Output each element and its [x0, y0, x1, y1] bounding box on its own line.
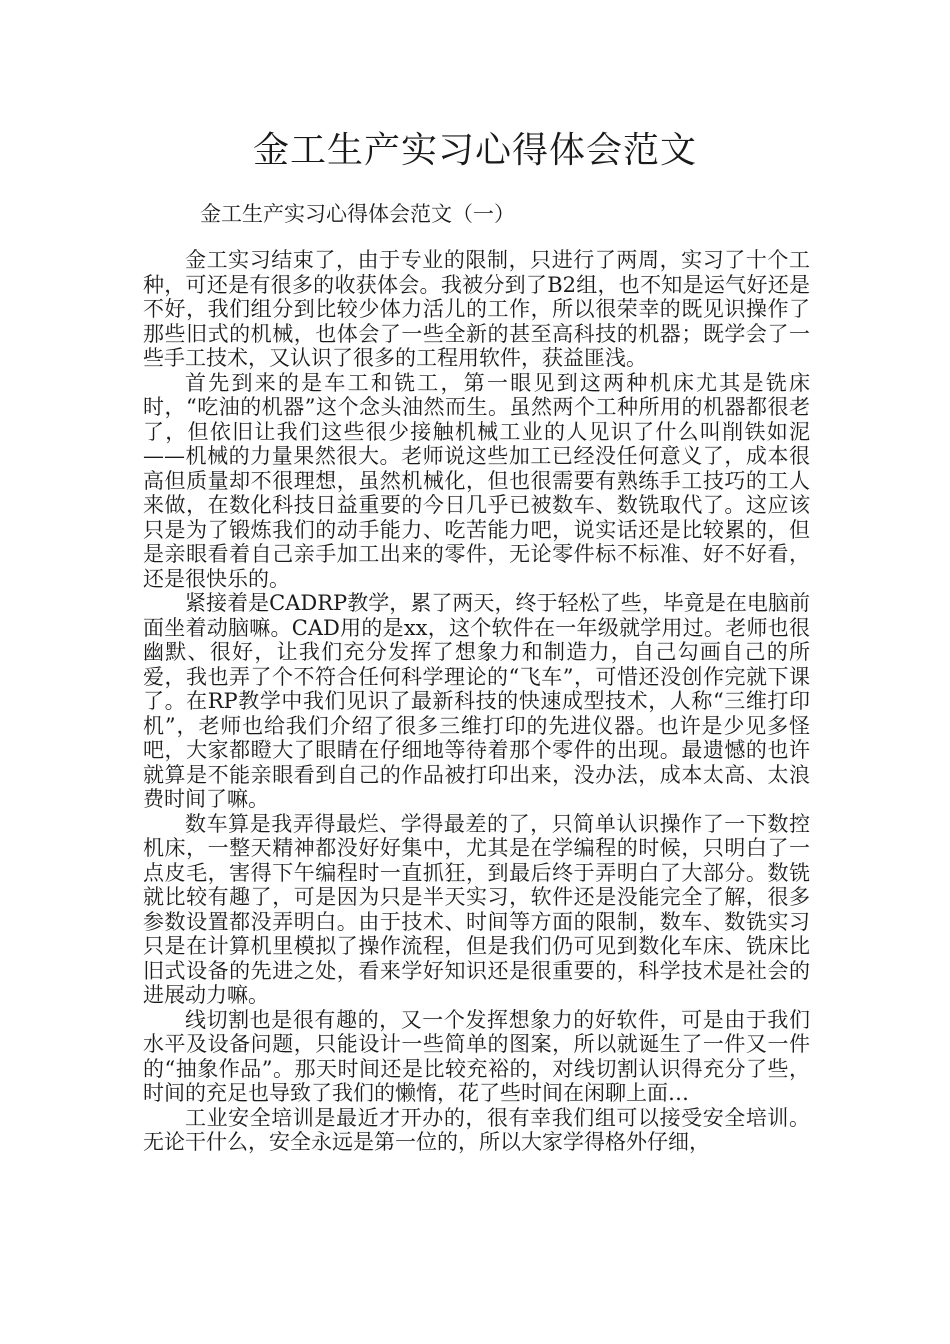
paragraph: 工业安全培训是最近才开办的，很有幸我们组可以接受安全培训。无论干什么，安全永远是第一位的，所以大家学得格外仔细， — [143, 1105, 810, 1154]
document-body — [143, 248, 810, 1155]
paragraph: 金工实习结束了，由于专业的限制，只进行了两周，实习了十个工种，可还是有很多的收获体会。我被分到了B2组，也不知是运气好还是不好，我们组分到比较少体力活儿的工作，所以很荣幸的既见识操作了那些旧式的机械，也体会了一些全新的甚至高科技的机器；既学会了一些手工技术，又认识了很多的工程用软件，获益匪浅。 — [143, 248, 810, 370]
document-title: 金工生产实习心得体会范文 — [252, 130, 697, 171]
paragraph: 首先到来的是车工和铣工，第一眼见到这两种机床尤其是铣床时，“吃油的机器”这个念头油然而生。虽然两个工种所用的机器都很老了，但依旧让我们这些很少接触机械工业的人见识了什么叫削铁如泥——机械的力量果然很大。老师说这些加工已经没任何意义了，成本很高但质量却不很理想，虽然机械化，但也很需要有熟练手工技巧的工人来做，在数化科技日益重要的今日几乎已被数车、数铣取代了。这应该只是为了锻炼我们的动手能力、吃苦能力吧，说实话还是比较累的，但是亲眼看着自己亲手加工出来的零件，无论零件标不标准、好不好看，还是很快乐的。 — [143, 370, 810, 591]
document-subtitle: 金工生产实习心得体会范文（一） — [200, 202, 515, 226]
paragraph: 线切割也是很有趣的，又一个发挥想象力的好软件，可是由于我们水平及设备问题，只能设计一些简单的图案，所以就诞生了一件又一件的“抽象作品”。那天时间还是比较充裕的，对线切割认识得充分了些，时间的充足也导致了我们的懒惰，花了些时间在闲聊上面… — [143, 1007, 810, 1105]
paragraph: 数车算是我弄得最烂、学得最差的了，只简单认识操作了一下数控机床，一整天精神都没好好集中，尤其是在学编程的时候，只明白了一点皮毛，害得下午编程时一直抓狂，到最后终于弄明白了大部分。数铣就比较有趣了，可是因为只是半天实习，软件还是没能完全了解，很多参数设置都没弄明白。由于技术、时间等方面的限制，数车、数铣实习只是在计算机里模拟了操作流程，但是我们仍可见到数化车床、铣床比旧式设备的先进之处，看来学好知识还是很重要的，科学技术是社会的进展动力嘛。 — [143, 811, 810, 1007]
paragraph: 紧接着是CADRP教学，累了两天，终于轻松了些，毕竟是在电脑前面坐着动脑嘛。CAD用的是xx，这个软件在一年级就学用过。老师也很幽默、很好，让我们充分发挥了想象力和制造力，自己勾画自己的所爱，我也弄了个不符合任何科学理论的“飞车”，可惜还没创作完就下课了。在RP教学中我们见识了最新科技的快速成型技术，人称“三维打印机”，老师也给我们介绍了很多三维打印的先进仪器。也许是少见多怪吧，大家都瞪大了眼睛在仔细地等待着那个零件的出现。最遗憾的也许就算是不能亲眼看到自己的作品被打印出来，没办法，成本太高、太浪费时间了嘛。 — [143, 591, 810, 811]
